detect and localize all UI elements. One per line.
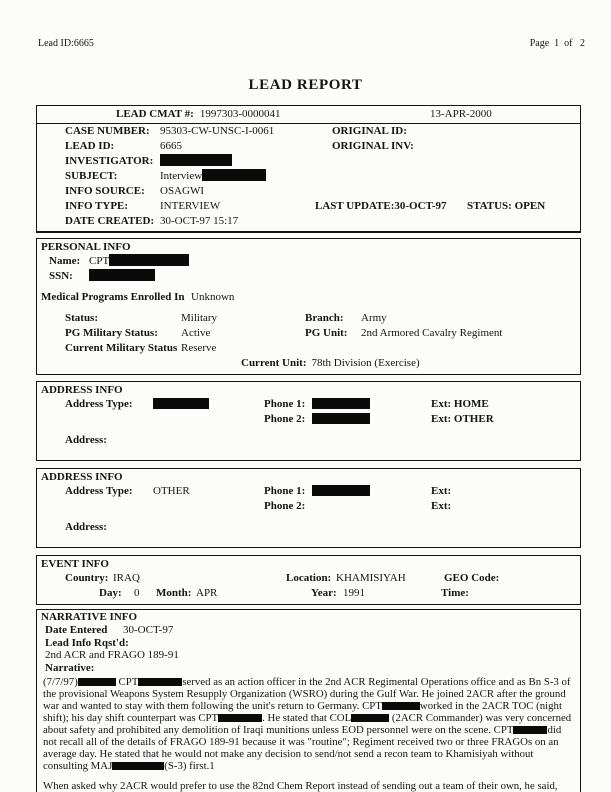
branch-value: Army	[361, 312, 387, 324]
ext2-label: Ext:	[431, 500, 452, 512]
info-type-row	[37, 199, 580, 214]
date-created-value: 30-OCT-97 15:17	[160, 215, 239, 227]
subject-value: Interview	[160, 170, 203, 182]
status-value: Military	[181, 312, 218, 324]
empty-cell	[153, 499, 264, 514]
last-update: LAST UPDATE:30-OCT-97	[315, 200, 447, 212]
address-info-title: ADDRESS INFO	[41, 471, 123, 483]
info-source-value: OSAGWI	[160, 185, 204, 197]
case-header-section	[36, 105, 581, 233]
investigator-row	[37, 154, 580, 169]
original-id-label: ORIGINAL ID:	[332, 125, 407, 137]
address-type-value	[153, 397, 264, 412]
redaction-bar	[351, 714, 389, 722]
phone2-row	[37, 412, 580, 427]
narrative-text: worked in the 2ACR TOC (night shift); his day shift counterpart was CPT	[43, 700, 562, 724]
empty-cell	[37, 586, 71, 601]
lead-id-value: 6665	[160, 140, 182, 152]
date-entered-value: 30-OCT-97	[123, 624, 174, 636]
country-label: Country:	[65, 572, 109, 584]
redaction-bar	[160, 154, 232, 166]
medical-value: Unknown	[191, 291, 235, 303]
redaction-bar	[153, 398, 209, 409]
status-badge: STATUS: OPEN	[467, 200, 546, 212]
lead-id-label: LEAD ID:	[65, 140, 115, 152]
redaction-bar	[218, 714, 262, 722]
date-created-row	[37, 214, 580, 229]
name-label: Name:	[49, 255, 81, 267]
redaction-bar	[112, 762, 164, 770]
narrative-text: . He stated that COL	[262, 712, 352, 724]
subject-row	[37, 169, 580, 184]
month-label: Month:	[156, 587, 192, 599]
name-value-cell	[89, 254, 189, 269]
lead-cmat-value: 1997303-0000041	[199, 108, 281, 120]
ext1-label: Ext: HOME	[431, 398, 489, 410]
current-status-row	[37, 341, 580, 356]
lead-cmat-label: LEAD CMAT #:	[116, 108, 194, 120]
status-row	[37, 311, 580, 326]
narrative-text: (7/7/97)	[43, 676, 78, 688]
page-number: Page 1 of 2	[529, 38, 585, 49]
address-info-title: ADDRESS INFO	[41, 384, 123, 396]
event-date-row	[37, 586, 580, 601]
redaction-bar	[382, 702, 420, 710]
date-entered-row	[37, 624, 580, 637]
original-inv-label: ORIGINAL INV:	[332, 140, 414, 152]
page-header-bar	[0, 0, 611, 50]
narrative-text: served as an action officer in the 2nd ACR Regimental Operations office and as Bn S-3 of the provisional Weapons System Resupply Organization (WSRO) during the Gulf War. He joined 2ACR after the ground war and wanted to stay with them following the unit's return to Germany. CPT	[43, 676, 571, 712]
phone2-label: Phone 2:	[264, 500, 306, 512]
current-unit-row	[37, 356, 580, 371]
empty-cell	[153, 412, 264, 427]
year-value: 1991	[343, 587, 365, 599]
branch-label: Branch:	[305, 312, 344, 324]
narrative-text: did not recall all of the details of FRAGO 189-91 because it was "routine"; Regiment received two or three FRAGOs on an average day. He stated that he would not make any decision to send/not send a recon team to Khamisiyah without consulting MAJ	[43, 724, 562, 772]
phone1-value	[312, 397, 431, 412]
empty-cell	[65, 412, 153, 427]
current-status-label: Current Military Status	[65, 342, 178, 354]
redaction-bar	[89, 269, 155, 281]
case-number-value: 95303-CW-UNSC-I-0061	[160, 125, 275, 137]
lead-id-header: Lead ID:6665	[38, 38, 94, 49]
lead-info-requested-label: Lead Info Rqst'd:	[45, 636, 129, 649]
lead-id-row	[37, 139, 580, 154]
current-unit-label: Current Unit:	[241, 357, 307, 369]
address-type-row	[37, 397, 580, 412]
current-unit-value: 78th Division (Exercise)	[311, 357, 420, 369]
address-info-section-2	[36, 468, 581, 548]
info-source-label: INFO SOURCE:	[65, 185, 145, 197]
report-date: 13-APR-2000	[430, 108, 492, 120]
redaction-bar	[312, 485, 370, 496]
lead-info-value-row	[37, 649, 580, 662]
empty-cell	[65, 499, 153, 514]
case-number-row	[37, 124, 580, 139]
narrative-paragraph-2: When asked why 2ACR would prefer to use the 82nd Chem Report instead of sending out a team of their own, he said,	[43, 780, 558, 792]
address-type-label: Address Type:	[65, 485, 133, 497]
redaction-bar	[513, 726, 547, 734]
info-type-label: INFO TYPE:	[65, 200, 129, 212]
year-label: Year:	[311, 587, 337, 599]
personal-info-title: PERSONAL INFO	[41, 241, 131, 253]
lead-cmat-row	[37, 106, 580, 124]
address-info-section-1	[36, 381, 581, 461]
geo-code-label: GEO Code:	[444, 572, 500, 584]
address-label: Address:	[65, 521, 107, 533]
event-location-row	[37, 571, 580, 586]
phone1-label: Phone 1:	[264, 398, 306, 410]
redaction-bar	[312, 413, 370, 424]
medical-row	[37, 290, 580, 305]
medical-label: Medical Programs Enrolled In	[41, 291, 185, 303]
date-entered-label: Date Entered	[45, 624, 108, 636]
current-status-value: Reserve	[181, 342, 217, 354]
country-value: IRAQ	[113, 572, 140, 584]
pg-status-label: PG Military Status:	[65, 327, 158, 339]
redaction-bar	[138, 678, 182, 686]
phone2-value	[312, 412, 431, 427]
info-source-row	[37, 184, 580, 199]
report-title: LEAD REPORT	[248, 77, 363, 93]
phone2-value	[312, 499, 431, 514]
location-label: Location:	[286, 572, 332, 584]
redaction-bar	[202, 169, 266, 181]
day-value: 0	[134, 587, 140, 599]
lead-info-requested-value: 2nd ACR and FRAGO 189-91	[45, 649, 179, 661]
pg-status-value: Active	[181, 327, 211, 339]
case-number-label: CASE NUMBER:	[65, 125, 150, 137]
phone2-row	[37, 499, 580, 514]
subject-label: SUBJECT:	[65, 170, 118, 182]
narrative-text: CPT	[115, 676, 139, 688]
investigator-label: INVESTIGATOR:	[65, 155, 154, 167]
lead-info-label-row	[37, 637, 580, 650]
narrative-label: Narrative:	[45, 661, 95, 674]
ssn-row	[37, 269, 580, 284]
phone1-value	[312, 484, 431, 499]
phone2-label: Phone 2:	[264, 413, 306, 425]
time-label: Time:	[441, 587, 469, 599]
address-label: Address:	[65, 434, 107, 446]
address-row	[37, 433, 580, 448]
address-type-value: OTHER	[153, 485, 190, 497]
redaction-bar	[312, 398, 370, 409]
ssn-value-cell	[89, 269, 155, 284]
ssn-label: SSN:	[49, 270, 73, 282]
address-row	[37, 520, 580, 535]
event-info-title: EVENT INFO	[41, 558, 109, 570]
name-value: CPT	[89, 255, 110, 267]
date-created-label: DATE CREATED:	[65, 215, 155, 227]
phone1-label: Phone 1:	[264, 485, 306, 497]
address-type-label: Address Type:	[65, 398, 133, 410]
narrative-text: (S-3) first.1	[164, 760, 215, 772]
name-row	[37, 254, 580, 269]
redaction-bar	[78, 678, 116, 686]
ext2-label: Ext: OTHER	[431, 413, 494, 425]
info-type-value: INTERVIEW	[160, 200, 221, 212]
pg-status-row	[37, 326, 580, 341]
pg-unit-value: 2nd Armored Cavalry Regiment	[361, 327, 503, 339]
narrative-info-title: NARRATIVE INFO	[41, 611, 138, 623]
narrative-text: (2ACR Commander) was very concerned about safety and prohibited any demolition of Iraqi munitions unless EOD personnel were on the scene. CPT	[43, 712, 572, 736]
event-info-section	[36, 555, 581, 605]
pg-unit-label: PG Unit:	[305, 327, 348, 339]
location-value: KHAMISIYAH	[336, 572, 406, 584]
redaction-bar	[109, 254, 189, 266]
narrative-label-row	[37, 662, 580, 675]
subject-value-cell	[160, 169, 332, 184]
personal-info-section	[36, 238, 581, 375]
narrative-paragraph-1	[37, 674, 580, 772]
day-label: Day:	[99, 587, 122, 599]
status-label: Status:	[65, 312, 99, 324]
narrative-info-section	[36, 609, 581, 792]
investigator-value	[160, 154, 332, 169]
address-type-row	[37, 484, 580, 499]
ext1-label: Ext:	[431, 485, 452, 497]
month-value: APR	[196, 587, 218, 599]
